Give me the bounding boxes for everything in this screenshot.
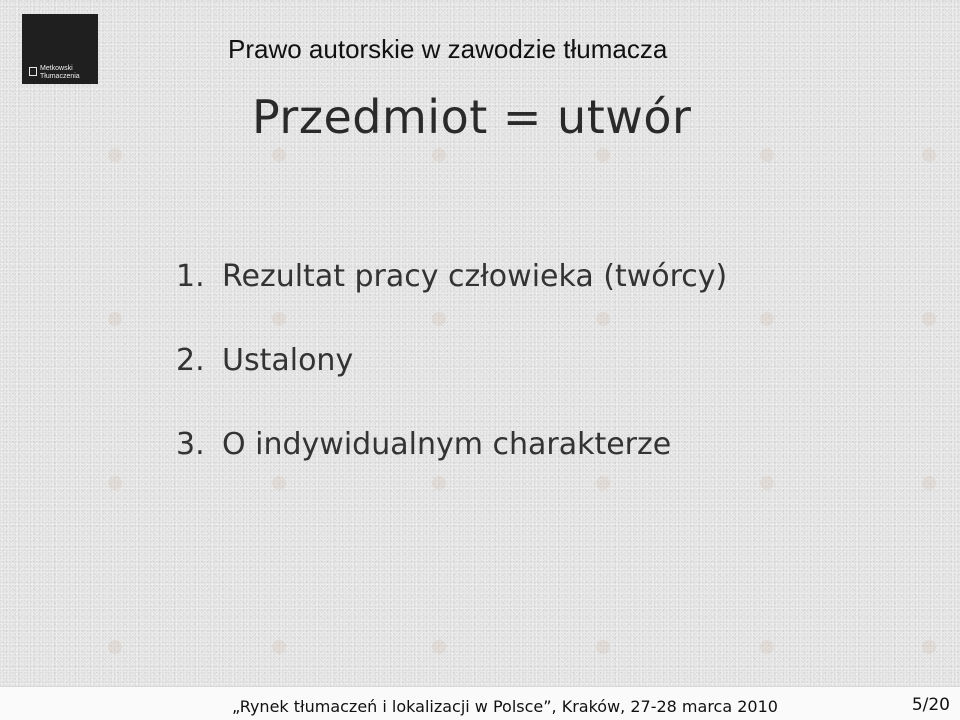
page-number: 5/20 — [911, 695, 950, 715]
slide-footer — [0, 686, 960, 720]
list-item-number: 1. — [176, 259, 205, 294]
logo-line-1: Metkowski — [40, 65, 73, 72]
slide-title: Przedmiot = utwór — [252, 90, 692, 144]
slide-item-list — [176, 254, 727, 506]
list-item — [176, 422, 727, 506]
company-logo — [22, 14, 98, 84]
list-item-text: Rezultat pracy człowieka (twórcy) — [222, 259, 728, 294]
list-item-text: Ustalony — [222, 343, 354, 378]
logo-line-2: Tłumaczenia — [40, 73, 80, 80]
list-item-text: O indywidualnym charakterze — [222, 427, 672, 462]
logo-mark-icon — [29, 67, 37, 76]
presentation-header: Prawo autorskie w zawodzie tłumacza — [228, 34, 668, 64]
list-item — [176, 254, 727, 338]
list-item — [176, 338, 727, 422]
footer-text: „Rynek tłumaczeń i lokalizacji w Polsce”, Kraków, 27-28 marca 2010 — [232, 697, 778, 716]
list-item-number: 3. — [176, 427, 205, 462]
logo-text — [40, 65, 80, 81]
list-item-number: 2. — [176, 343, 205, 378]
